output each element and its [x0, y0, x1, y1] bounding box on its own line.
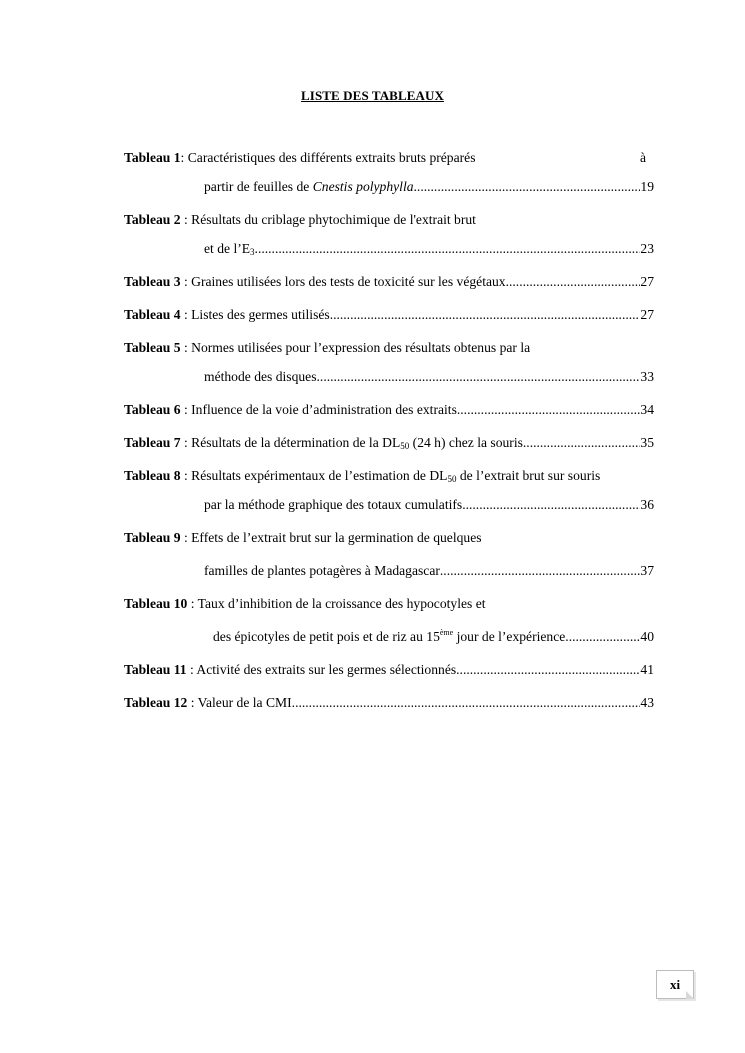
- entry-label: Tableau 11: [124, 662, 187, 677]
- page-ref: 43: [640, 695, 654, 710]
- leader-dots: [317, 367, 641, 387]
- page-ref: 40: [640, 629, 654, 644]
- entry-title: Activité des extraits sur les germes sélectionnés: [196, 662, 457, 677]
- entry-title-tail: à: [639, 150, 646, 165]
- entry-title: Graines utilisées lors des tests de toxicité sur les végétaux: [191, 274, 506, 289]
- page-ref: 19: [640, 179, 654, 194]
- page-ref: 27: [640, 307, 654, 322]
- table-list: [124, 148, 654, 713]
- page-ref: 36: [640, 497, 654, 512]
- entry-label: Tableau 10: [124, 596, 188, 611]
- entry-label: Tableau 4: [124, 307, 181, 322]
- entry-label: Tableau 12: [124, 695, 188, 710]
- page-ref: 27: [640, 274, 654, 289]
- entry-title: Influence de la voie d’administration des extraits: [191, 402, 457, 417]
- leader-dots: [565, 627, 640, 647]
- entry-title: Valeur de la CMI: [197, 695, 292, 710]
- page-number-box: [656, 970, 694, 999]
- leader-dots: [457, 400, 641, 420]
- entry-title: Listes des germes utilisés: [191, 307, 330, 322]
- leader-dots: [440, 561, 641, 581]
- entry-title: Résultats du criblage phytochimique de l'extrait brut: [191, 212, 476, 227]
- entry-label: Tableau 5: [124, 340, 181, 355]
- page-number: xi: [669, 977, 681, 992]
- leader-dots: [456, 660, 640, 680]
- page-ref: 37: [640, 563, 654, 578]
- toc-entry-5: Tableau 5 : Normes utilisées pour l’expression des résultats obtenus par la méthode des disques ..... 33: [124, 338, 654, 387]
- entry-title: Normes utilisées pour l’expression des résultats obtenus par la: [191, 340, 531, 355]
- page-ref: 33: [640, 369, 654, 384]
- toc-entry-6: Tableau 6 : Influence de la voie d’administration des extraits ..... 34: [124, 400, 654, 420]
- leader-dots: [523, 433, 641, 453]
- page-fold-decoration: [686, 991, 694, 999]
- entry-label: Tableau 7: [124, 435, 181, 450]
- entry-label: Tableau 3: [124, 274, 181, 289]
- entry-title: Taux d’inhibition de la croissance des hypocotyles et: [197, 596, 486, 611]
- page-ref: 41: [640, 662, 654, 677]
- entry-label: Tableau 9: [124, 530, 181, 545]
- toc-entry-1: Tableau 1: Caractéristiques des différents extraits bruts préparés à partir de feuilles de Cnestis polyphylla ..... 19: [124, 148, 654, 197]
- toc-entry-11: Tableau 11 : Activité des extraits sur les germes sélectionnés ..... 41: [124, 660, 654, 680]
- entry-label: Tableau 2: [124, 212, 181, 227]
- toc-entry-10: Tableau 10 : Taux d’inhibition de la croissance des hypocotyles et des épicotyles de petit pois et de riz au 15ème jour de l’expérience ..... 40: [124, 594, 654, 647]
- entry-label: Tableau 8: [124, 468, 181, 483]
- page-ref: 34: [640, 402, 654, 417]
- page-title: LISTE DES TABLEAUX: [301, 88, 444, 103]
- entry-label: Tableau 6: [124, 402, 181, 417]
- leader-dots: [462, 495, 640, 515]
- entry-title: Caractéristiques des différents extraits bruts préparés: [187, 150, 476, 165]
- toc-entry-2: Tableau 2 : Résultats du criblage phytochimique de l'extrait brut et de $l’E_3$ ..... 23: [124, 210, 654, 259]
- entry-label: Tableau 1: [124, 150, 181, 165]
- page-ref: 35: [640, 435, 654, 450]
- toc-entry-7: Tableau 7 : Résultats de la détermination de la $DL_{50}$ (24 h) chez la souris ..... 35: [124, 433, 654, 453]
- toc-entry-12: Tableau 12 : Valeur de la CMI ..... 43: [124, 693, 654, 713]
- leader-dots: [292, 693, 641, 713]
- page-ref: 23: [640, 241, 654, 256]
- species-name: Cnestis polyphylla: [312, 179, 414, 194]
- toc-entry-3: Tableau 3 : Graines utilisées lors des tests de toxicité sur les végétaux ..... 27: [124, 272, 654, 292]
- leader-dots: [414, 177, 641, 197]
- leader-dots: [255, 239, 641, 259]
- toc-entry-4: Tableau 4 : Listes des germes utilisés ..... 27: [124, 305, 654, 325]
- leader-dots: [506, 272, 641, 292]
- toc-entry-9: Tableau 9 : Effets de l’extrait brut sur la germination de quelques familles de plantes potagères à Madagascar ..... 37: [124, 528, 654, 581]
- toc-entry-8: Tableau 8 : Résultats expérimentaux de l’estimation de $DL_{50}$ de l’extrait brut sur souris par la méthode graphique des totaux cumulatifs ..... 36: [124, 466, 654, 515]
- entry-title: Effets de l’extrait brut sur la germination de quelques: [191, 530, 482, 545]
- leader-dots: [330, 305, 641, 325]
